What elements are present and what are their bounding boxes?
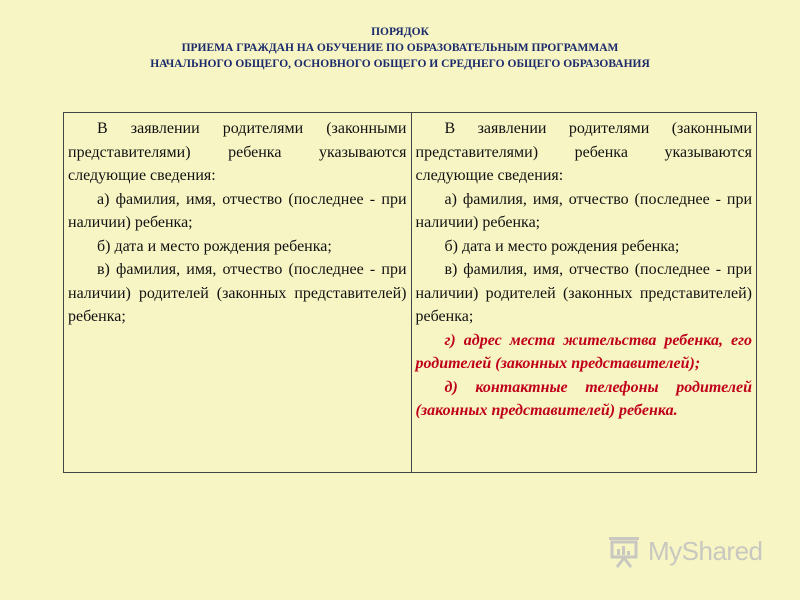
myshared-watermark (606, 533, 763, 569)
table-row (64, 113, 757, 473)
right-item-b: б) дата и место рождения ребенка; (444, 237, 680, 255)
left-item-v: в) фамилия, имя, отчество (последнее - при наличии) родителей (законных представителей) ребенка; (68, 261, 407, 325)
title-line-3: НАЧАЛЬНОГО ОБЩЕГО, ОСНОВНОГО ОБЩЕГО И СРЕДНЕГО ОБЩЕГО ОБРАЗОВАНИЯ (150, 58, 650, 70)
right-item-a: а) фамилия, имя, отчество (последнее - при наличии) ребенка; (415, 190, 752, 231)
title-line-1: ПОРЯДОК (371, 26, 429, 38)
left-item-b: б) дата и место рождения ребенка; (97, 237, 332, 255)
right-column-cell (411, 113, 757, 473)
page-title (0, 24, 800, 72)
presentation-board-icon (606, 533, 642, 569)
comparison-table (63, 112, 757, 473)
right-item-v: в) фамилия, имя, отчество (последнее - при наличии) родителей (законных представителей) ребенка; (415, 261, 752, 325)
title-line-2: ПРИЕМА ГРАЖДАН НА ОБУЧЕНИЕ ПО ОБРАЗОВАТЕЛЬНЫМ ПРОГРАММАМ (181, 42, 619, 54)
left-column-cell (64, 113, 412, 473)
left-intro-paragraph: В заявлении родителями (законными представителями) ребенка указываются следующие сведения: (68, 120, 407, 184)
left-item-a: а) фамилия, имя, отчество (последнее - при наличии) ребенка; (68, 190, 407, 231)
watermark-text: MyShared (648, 535, 763, 566)
right-item-d-new: д) контактные телефоны родителей (законных представителей) ребенка. (415, 378, 752, 419)
right-intro-paragraph: В заявлении родителями (законными представителями) ребенка указываются следующие сведения: (415, 120, 752, 184)
right-item-g-new: г) адрес места жительства ребенка, его родителей (законных представителей); (415, 331, 752, 372)
